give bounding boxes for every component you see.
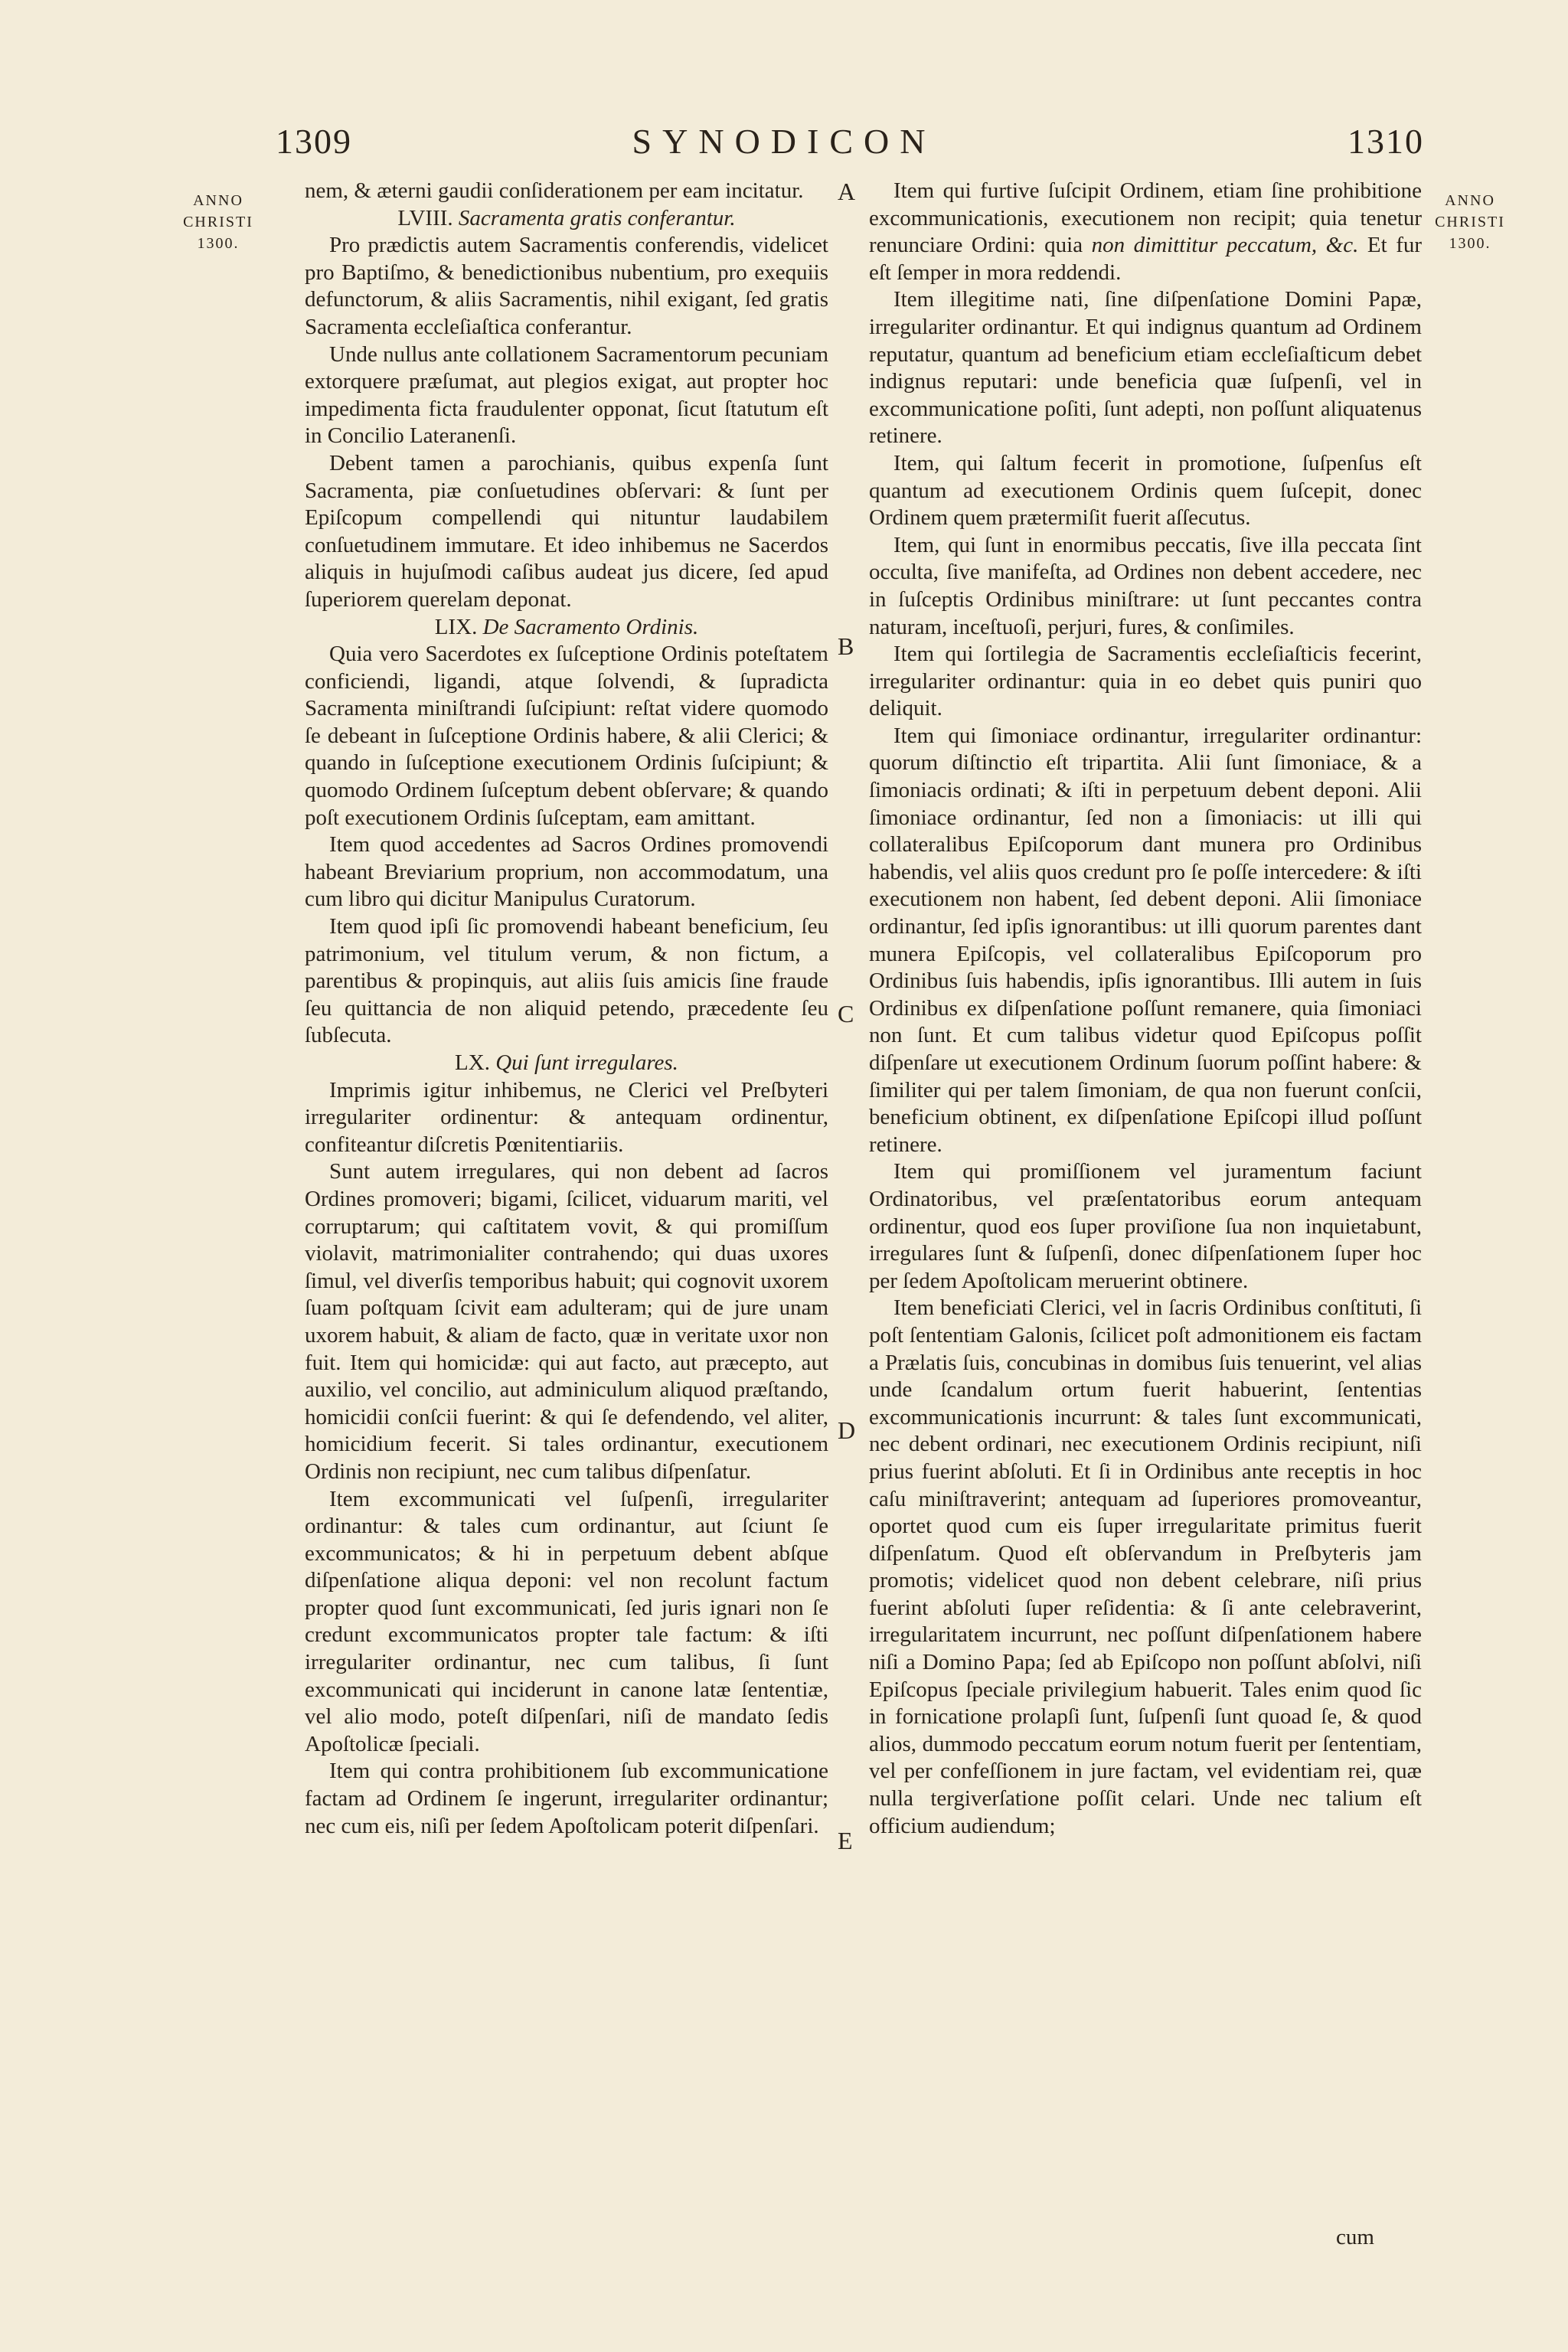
paragraph: Item qui ſortilegia de Sacramentis eccleſiaſticis fecerint, irregulariter ordinantur: quia in eo debet quis puniri quo deliquit. xyxy=(869,642,1422,721)
paragraph: Unde nullus ante collationem Sacramentorum pecuniam extorquere præſumat, aut plegios exigat, aut propter hoc impedimenta ficta fraudulenter opponat, ſicut ſtatutum eſt in Concilio Lateranenſi. xyxy=(305,341,828,449)
paragraph: Item beneficiati Clerici, vel in ſacris Ordinibus conſtituti, ſi poſt ſententiam Galonis, ſcilicet poſt admonitionem eis factam a Prælatis ſuis, concubinas in domibus ſuis tenuerint, vel alias unde ſcandalum ortum fuerit habuerint, ſententias excommunicationis incurrunt: & tales ſunt excommunicati, nec debent ordinari, nec executionem Ordinis recipiunt, niſi prius fuerint abſoluti. Et ſi in Ordinibus ante receptis in hoc caſu miniſtraverint; antequam ad ſuperiores promoveantur, oportet quod cum eis ſuper irregularitate primitus fuerit diſpenſatum. Quod eſt obſervandum in Preſbyteris jam promotis; videlicet quod non debent celebrare, niſi prius fuerint abſoluti ſuper reſidentia: & ſi ante celebraverint, irregularitatem incurrunt, nec poſſunt diſpenſationem habere niſi a Domino Papa; ſed ab Epiſcopo non poſſunt abſolvi, niſi Epiſcopus ſpeciale privilegium habuerit. Tales enim quod ſic in fornicatione prolapſi ſunt, ſuſpenſi ſunt quoad ſe, & quod alios, dummodo peccatum eorum notum fuerit per ſententiam, vel per confeſſionem in jure factam, vel evidentiam rei, quæ nulla tergiverſatione poſſit celari. Unde nec talium eſt officium audiendum; xyxy=(869,1295,1422,1838)
paragraph: Item, qui ſunt in enormibus peccatis, ſive illa peccata ſint occulta, ſive manifeſta, ad Ordines non debent accedere, nec in ſuſceptis Ordinibus miniſtrare: ut ſunt peccantes contra naturam, inceſtuoſi, perjuri, fures, & conſimiles. xyxy=(869,532,1422,639)
margin-note-right xyxy=(1424,190,1516,254)
page-number-left: 1309 xyxy=(276,122,352,161)
margin-note-line: 1300. xyxy=(1449,235,1491,252)
section-letter-b: B xyxy=(838,632,854,660)
paragraph: Item quod accedentes ad Sacros Ordines promovendi habeant Breviarium proprium, non accommodatum, una cum libro qui dicitur Manipulus Curatorum. xyxy=(305,832,828,912)
paragraph: Sunt autem irregulares, qui non debent ad ſacros Ordines promoveri; bigami, ſcilicet, viduarum mariti, vel corruptarum; qui caſtitatem vovit, & qui promiſſum violavit, matrimonialiter contrahendo; qui duas uxores ſimul, vel diverſis temporibus habuit; qui cognovit uxorem ſuam poſtquam ſcivit eam adulteram; qui de jure unam uxorem habuit, & aliam de facto, quæ in veritate uxor non fuit. Item qui homicidæ: qui aut facto, aut præcepto, aut auxilio, vel concilio, aut adminiculum aliquod præſtando, homicidii conſcii fuerint: & qui ſe defendendo, vel aliter, homicidium fecerit. Si tales ordinantur, executionem Ordinis non recipiunt, nec cum talibus diſpenſatur. xyxy=(305,1159,828,1484)
margin-note-left xyxy=(172,190,264,254)
paragraph: Item excommunicati vel ſuſpenſi, irregulariter ordinantur: & tales cum ordinantur, aut ſciunt ſe excommunicatos; & hi in perpetuum debent abſque diſpenſatione aliqua deponi: vel non recolunt factum propter quod ſunt excommunicati, ſed juris ignari non ſe credunt excommunicatos propter tale factum: & iſti irregulariter ordinantur, nec cum talibus, ſi ſunt excommunicati qui inciderunt in canone latæ ſententiæ, vel alio modo, poteſt diſpenſari, niſi de mandato ſedis Apoſtolicæ ſpeciali. xyxy=(305,1486,828,1756)
margin-note-line: ANNO xyxy=(193,192,243,209)
left-column xyxy=(305,178,828,1840)
section-letter-c: C xyxy=(838,1000,854,1027)
section-heading-59 xyxy=(305,614,828,642)
margin-note-line: CHRISTI xyxy=(183,214,253,230)
page-number-right: 1310 xyxy=(1348,122,1424,161)
paragraph: Quia vero Sacerdotes ex ſuſceptione Ordinis poteſtatem conficiendi, ligandi, atque ſolvendi, & ſupradicta Sacramenta miniſtrandi ſuſcipiunt: reſtat videre quomodo ſe debeant in ſuſceptione Ordinis habere, & alii Clerici; & quando in ſuſceptione executionem Ordinis ſuſcipiunt; & quomodo Ordinem ſuſceptum debent obſervare; & quando poſt executionem Ordinis ſuſceptam, eam amittant. xyxy=(305,642,828,830)
section-letter-e: E xyxy=(838,1827,853,1854)
paragraph xyxy=(869,178,1422,286)
margin-note-line: ANNO xyxy=(1445,192,1495,209)
text-run: Item qui furtive ſuſcipit Ordinem, etiam ſine prohibitione excommunicationis, executionem non recipit; quia tenetur renunciare Ordini: quia xyxy=(869,178,1422,258)
paragraph: Item, qui ſaltum fecerit in promotione, ſuſpenſus eſt quantum ad executionem Ordinis quem ſuſcepit, donec Ordinem quem prætermiſit fuerit aſſecutus. xyxy=(869,450,1422,531)
section-heading-58 xyxy=(305,205,828,233)
right-column xyxy=(869,178,1422,1840)
margin-note-line: 1300. xyxy=(197,235,240,252)
paragraph: Item qui promiſſionem vel juramentum faciunt Ordinatoribus, vel præſentatoribus eorum antequam ordinentur, quod eos ſuper proviſione ſua non inquietabunt, irregulares ſunt & ſuſpenſi, donec diſpenſationem ſuper hoc per ſedem Apoſtolicam meruerint obtinere. xyxy=(869,1159,1422,1293)
text-run: Et fur eſt ſemper in mora reddendi. xyxy=(869,233,1423,285)
heading-number: LVIII. xyxy=(397,205,453,230)
paragraph: Item qui contra prohibitionem ſub excommunicatione factam ad Ordinem ſe ingerunt, irregulariter ordinantur; nec cum eis, niſi per ſedem Apoſtolicam poterit diſpenſari. xyxy=(305,1759,828,1838)
heading-title: Qui ſunt irregulares. xyxy=(495,1050,678,1075)
heading-title: Sacramenta gratis conferantur. xyxy=(458,205,736,230)
catchword: cum xyxy=(1336,2225,1374,2249)
paragraph: Pro prædictis autem Sacramentis conferendis, videlicet pro Baptiſmo, & benedictionibus nubentium, pro exequiis defunctorum, & aliis Sacramentis, nihil exigant, ſed gratis Sacramenta eccleſiaſtica conferantur. xyxy=(305,233,828,339)
section-heading-60 xyxy=(305,1050,828,1077)
paragraph: Item quod ipſi ſic promovendi habeant beneficium, ſeu patrimonium, vel titulum verum, & non fictum, a parentibus & propinquis, aut aliis ſuis amicis ſine fraude ſeu quittancia de non aliquid petendo, præcedente ſeu ſubſecuta. xyxy=(305,914,828,1048)
italic-quote: non dimittitur peccatum, &c. xyxy=(1091,233,1359,258)
paragraph: Debent tamen a parochianis, quibus expenſa ſunt Sacramenta, piæ conſuetudines obſervari: & ſunt per Epiſcopum compellendi qui nituntur laudabilem conſuetudinem immutare. Et ideo inhibemus ne Sacerdos aliquis in hujuſmodi caſibus audeat jus dicere, ſed apud ſuperiorem querelam deponat. xyxy=(305,450,828,612)
heading-number: LIX. xyxy=(434,614,478,639)
paragraph: Item illegitime nati, ſine diſpenſatione Domini Papæ, irregulariter ordinantur. Et qui indignus quantum ad Ordinem reputatur, quantum ad beneficium etiam eccleſiaſticum debet indignus reputari: unde beneficia quæ ſuſpenſi, vel in excommunicatione poſiti, ſunt adepti, non poſſunt aliquatenus retinere. xyxy=(869,287,1422,449)
paragraph: Imprimis igitur inhibemus, ne Clerici vel Preſbyteri irregulariter ordinentur: & antequam ordinentur, confiteantur diſcretis Pœnitentiariis. xyxy=(305,1077,828,1157)
section-letter-a: A xyxy=(838,178,856,205)
paragraph: nem, & æterni gaudii conſiderationem per eam incitatur. xyxy=(305,178,804,203)
margin-note-line: CHRISTI xyxy=(1435,214,1505,230)
running-title: SYNODICON xyxy=(632,122,936,161)
heading-number: LX. xyxy=(455,1050,490,1075)
section-letter-d: D xyxy=(838,1416,856,1444)
paragraph: Item qui ſimoniace ordinantur, irregulariter ordinantur: quorum diſtinctio eſt tripartita. Alii ſunt ſimoniace, & a ſimoniacis ordinati; & iſti in perpetuum debent deponi. Alii ſimoniace ordinantur, ſed non a ſimoniacis: ut illi qui collateralibus Epiſcoporum dant munera pro Ordinibus habendis, vel aliis quos credunt pro ſe poſſe intercedere: & iſti executionem non habent, ſed debent deponi. Alii ſimoniace ordinantur, ſed ipſis ignorantibus: ut illi quorum parentes dant munera Epiſcopis, vel collateralibus Epiſcoporum pro Ordinibus ſuis habendis, ipſis ignorantibus. Illi autem in ſuis Ordinibus ex diſpenſatione poſſunt remanere, quia ſimoniaci non ſunt. Et cum talibus videtur quod Epiſcopus poſſit diſpenſare ut executionem Ordinum ſuorum poſſint habere: & ſimiliter qui per talem ſimoniam, de qua non fuerunt conſcii, beneficium obtinent, ex diſpenſatione Epiſcopi illud poſſunt retinere. xyxy=(869,723,1422,1157)
heading-title: De Sacramento Ordinis. xyxy=(482,614,699,639)
